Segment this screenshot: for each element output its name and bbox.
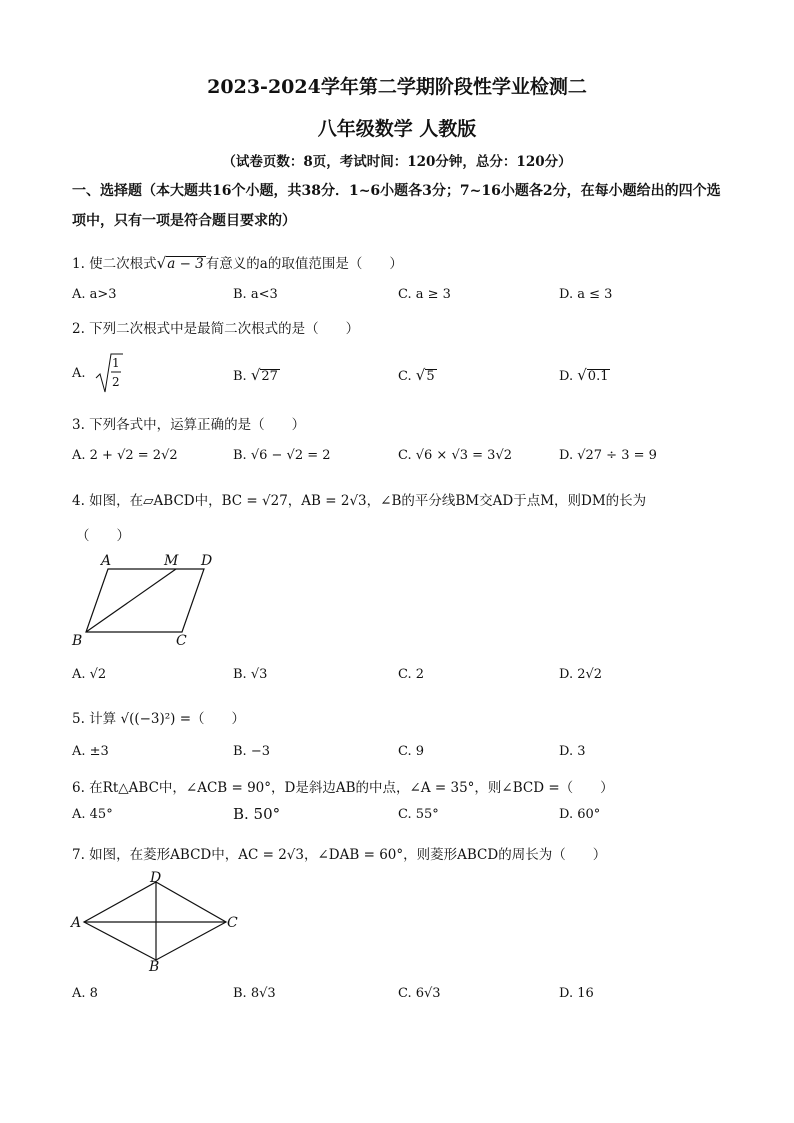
label-d: D xyxy=(201,553,213,569)
label-m: M xyxy=(164,553,179,569)
q7-option-d: D. 16 xyxy=(559,986,594,1001)
radical-sign: √ xyxy=(156,254,167,272)
parallelogram-figure xyxy=(70,550,230,650)
q7-option-a: A. 8 xyxy=(72,986,98,1001)
q3-option-a: A. 2 + √2 = 2√2 xyxy=(72,448,178,463)
q7-option-c: C. 6√3 xyxy=(398,986,441,1001)
q1-stem-pre: 1. 使二次根式 xyxy=(72,256,157,272)
q2-option-c-radicand: 5 xyxy=(426,369,435,384)
q4-option-c: C. 2 xyxy=(398,667,425,682)
exam-info: （试卷页数：8页，考试时间：120分钟，总分：120分） xyxy=(222,154,572,170)
q2-option-a-radical xyxy=(94,352,124,394)
q3-option-d: D. √27 ÷ 3 = 9 xyxy=(559,448,657,463)
q2-option-d-radicand: 0.1 xyxy=(587,369,609,384)
q6-option-d: D. 60° xyxy=(559,807,601,822)
section-heading: 一、选择题（本大题共16个小题，共38分．1~6小题各3分；7~16小题各2分，在每小题给出的四个选项中，只有一项是符合题目要求的） xyxy=(72,183,721,229)
q2-option-c-label: C. xyxy=(398,369,412,384)
q6-option-a: A. 45° xyxy=(72,807,113,822)
radical-sign: √ xyxy=(577,366,587,384)
question-7-stem: 7. 如图，在菱形ABCD中，AC = 2√3，∠DAB = 60°，则菱形ABCD的周长为（ ） xyxy=(72,847,607,863)
q1-radicand: a − 3 xyxy=(167,256,204,272)
exam-title: 2023-2024学年第二学期阶段性学业检测二 xyxy=(207,76,587,98)
q2-option-c xyxy=(398,366,437,384)
q1-option-a: A. a>3 xyxy=(72,287,117,302)
q4-option-a: A. √2 xyxy=(72,667,107,682)
rhombus-abcd xyxy=(84,882,226,960)
q2-option-d xyxy=(559,366,610,384)
q2-option-b xyxy=(233,366,280,384)
bisector-bm xyxy=(86,569,176,632)
parallelogram-abcd xyxy=(86,569,204,632)
question-3-stem: 3. 下列各式中，运算正确的是（ ） xyxy=(72,417,306,433)
q2-option-a-label: A. xyxy=(72,366,86,381)
q4-option-b: B. √3 xyxy=(233,667,268,682)
label-b: B xyxy=(72,633,83,649)
question-2-stem: 2. 下列二次根式中是最简二次根式的是（ ） xyxy=(72,321,360,337)
q5-option-c: C. 9 xyxy=(398,744,425,759)
question-6-stem: 6. 在Rt△ABC中，∠ACB = 90°，D是斜边AB的中点，∠A = 35°，则∠BCD =（ ） xyxy=(72,780,614,796)
q2-option-b-label: B. xyxy=(233,369,247,384)
q1-stem-post: 有意义的a的取值范围是（ ） xyxy=(205,256,403,272)
q1-option-d: D. a ≤ 3 xyxy=(559,287,613,302)
label-d: D xyxy=(150,870,162,886)
q3-option-b: B. √6 − √2 = 2 xyxy=(233,448,331,463)
q6-option-c: C. 55° xyxy=(398,807,439,822)
label-b: B xyxy=(149,959,160,975)
q3-option-c: C. √6 × √3 = 3√2 xyxy=(398,448,512,463)
q1-option-c: C. a ≥ 3 xyxy=(398,287,451,302)
q2-option-b-radicand: 27 xyxy=(261,369,278,384)
label-c: C xyxy=(227,915,238,931)
svg-text:1: 1 xyxy=(112,356,120,370)
radical-sign: √ xyxy=(250,366,261,384)
label-a: A xyxy=(71,915,82,931)
question-4-stem-cont: （ ） xyxy=(76,528,130,544)
q4-option-d: D. 2√2 xyxy=(559,667,603,682)
q1-option-b: B. a<3 xyxy=(233,287,278,302)
exam-subtitle: 八年级数学 人教版 xyxy=(317,118,477,140)
q5-option-d: D. 3 xyxy=(559,744,586,759)
question-4-stem: 4. 如图，在▱ABCD中，BC = √27，AB = 2√3，∠B的平分线BM交AD于点M，则DM的长为 xyxy=(72,493,647,509)
q6-option-b: B. 50° xyxy=(233,805,281,823)
label-c: C xyxy=(176,633,187,649)
q5-option-b: B. −3 xyxy=(233,744,270,759)
rhombus-figure xyxy=(68,870,248,978)
q2-option-d-label: D. xyxy=(559,369,574,384)
question-1-stem xyxy=(72,252,403,272)
q7-option-b: B. 8√3 xyxy=(233,986,276,1001)
q5-option-a: A. ±3 xyxy=(72,744,109,759)
radical-sign: √ xyxy=(415,366,426,384)
label-a: A xyxy=(101,553,112,569)
svg-text:2: 2 xyxy=(112,375,120,389)
question-5-stem: 5. 计算 √((−3)²) =（ ） xyxy=(72,711,246,727)
